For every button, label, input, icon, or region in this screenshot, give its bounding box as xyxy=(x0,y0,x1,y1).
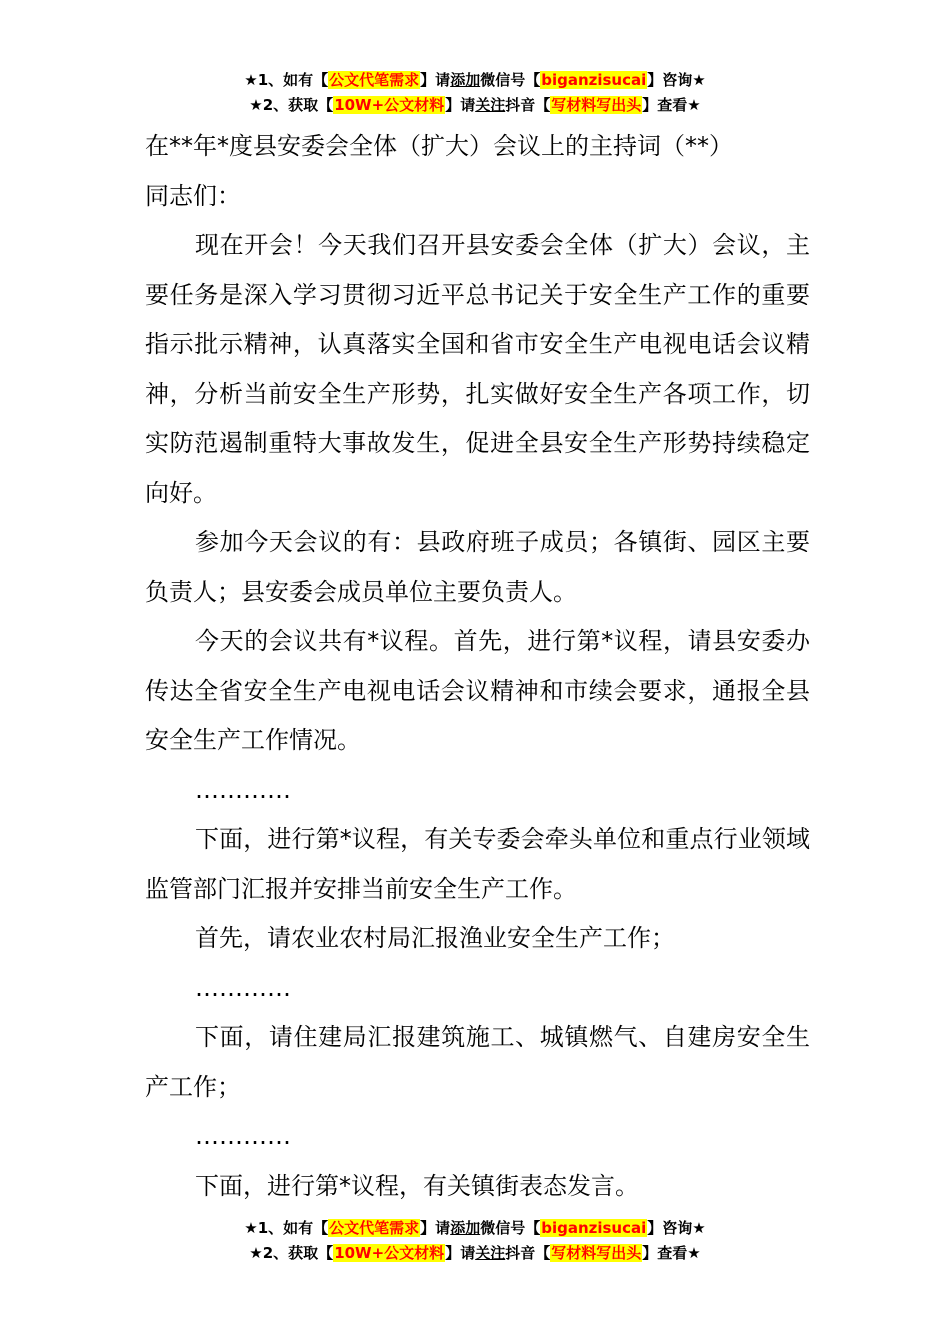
paragraph-attendees: 参加今天会议的有：县政府班子成员；各镇街、园区主要负责人；县安委会成员单位主要负责人。 xyxy=(145,528,810,606)
paragraph-agenda-item: 下面，进行第*议程，有关专委会牵头单位和重点行业领域监管部门汇报并安排当前安全生产工作。 xyxy=(145,825,810,903)
promo-banner-top xyxy=(0,68,950,118)
promo-text: 抖音【 xyxy=(505,1244,551,1262)
promo-emphasis: 关注 xyxy=(475,1244,506,1262)
promo-banner-bottom xyxy=(0,1216,950,1266)
promo-text: 】请 xyxy=(445,1244,476,1262)
ellipsis: ………… xyxy=(195,973,291,1002)
promo-line-1 xyxy=(0,68,950,93)
promo-text: 微信号【 xyxy=(480,71,541,89)
promo-highlight: 10W+公文材料 xyxy=(334,96,445,114)
promo-text: 微信号【 xyxy=(480,1219,541,1237)
promo-text: 】请 xyxy=(445,96,476,114)
promo-highlight: 写材料写出头 xyxy=(551,1244,642,1262)
promo-highlight: 10W+公文材料 xyxy=(334,1244,445,1262)
promo-text: 】请 xyxy=(420,1219,451,1237)
promo-highlight: 公文代笔需求 xyxy=(329,1219,420,1237)
promo-text: 】查看★ xyxy=(642,96,701,114)
paragraph-report: 下面，请住建局汇报建筑施工、城镇燃气、自建房安全生产工作； xyxy=(145,1023,810,1101)
promo-text: ★1、如有【 xyxy=(244,1219,329,1237)
promo-text: ★1、如有【 xyxy=(244,71,329,89)
paragraph-opening: 现在开会！今天我们召开县安委会全体（扩大）会议，主要任务是深入学习贯彻习近平总书记关于安全生产工作的重要指示批示精神，认真落实全国和省市安全生产电视电话会议精神，分析当前安全生产形势，扎实做好安全生产各项工作，切实防范遏制重特大事故发生，促进全县安全生产形势持续稳定向好。 xyxy=(145,231,810,507)
promo-text: ★2、获取【 xyxy=(249,1244,334,1262)
promo-text: 】查看★ xyxy=(642,1244,701,1262)
promo-highlight: biganzisucai xyxy=(541,71,647,89)
promo-text: 】咨询★ xyxy=(647,1219,706,1237)
promo-line-2 xyxy=(0,93,950,118)
promo-highlight: 写材料写出头 xyxy=(551,96,642,114)
promo-text: 】请 xyxy=(420,71,451,89)
promo-text: 抖音【 xyxy=(505,96,551,114)
salutation: 同志们： xyxy=(145,181,241,210)
promo-emphasis: 添加 xyxy=(450,1219,481,1237)
document-body xyxy=(145,122,810,1211)
promo-emphasis: 关注 xyxy=(475,96,506,114)
document-title: 在**年*度县安委会全体（扩大）会议上的主持词（**） xyxy=(145,132,733,160)
promo-text: ★2、获取【 xyxy=(249,96,334,114)
paragraph-agenda: 今天的会议共有*议程。首先，进行第*议程，请县安委办传达全省安全生产电视电话会议精神和市续会要求，通报全县安全生产工作情况。 xyxy=(145,627,810,754)
promo-text: 】咨询★ xyxy=(647,71,706,89)
paragraph-report: 首先，请农业农村局汇报渔业安全生产工作； xyxy=(195,924,675,952)
promo-emphasis: 添加 xyxy=(450,71,481,89)
promo-line-1 xyxy=(0,1216,950,1241)
paragraph-agenda-item: 下面，进行第*议程，有关镇街表态发言。 xyxy=(195,1171,639,1200)
promo-highlight: biganzisucai xyxy=(541,1219,647,1237)
promo-highlight: 公文代笔需求 xyxy=(329,71,420,89)
promo-line-2 xyxy=(0,1241,950,1266)
ellipsis: ………… xyxy=(195,1122,291,1150)
ellipsis: ………… xyxy=(195,775,291,804)
